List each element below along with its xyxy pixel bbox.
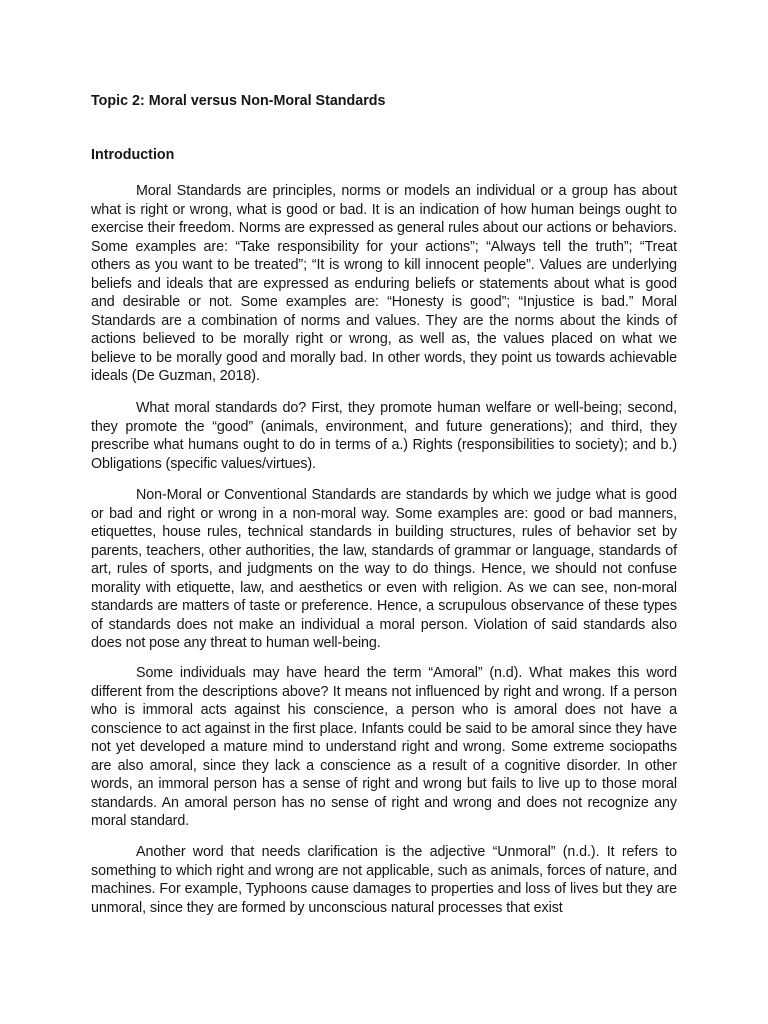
topic-title: Topic 2: Moral versus Non-Moral Standards [91, 93, 386, 109]
paragraph-what-moral-standards-do: What moral standards do? First, they promote human welfare or well-being; second, they promote the “good” (animals, environment, and future generations); and third, they prescribe what humans ought to do in terms of a.) Rights (responsibilities to society); and b.) Obligations (specific values/virtues). [91, 400, 677, 472]
paragraph-non-moral-standards: Non-Moral or Conventional Standards are standards by which we judge what is good or bad and right or wrong in a non-moral way. Some examples are: good or bad manners, etiquettes, house rules, technical standards in building structures, rules of behavior set by parents, teachers, other authorities, the law, standards of grammar or language, standards of art, rules of sports, and judgments on the way to do things. Hence, we should not confuse morality with etiquette, law, and aesthetics or even with religion. As we can see, non-moral standards are matters of taste or preference. Hence, a scrupulous observance of these types of standards does not make an individual a moral person. Violation of said standards also does not pose any threat to human well-being. [91, 487, 677, 651]
section-heading-introduction: Introduction [91, 147, 175, 163]
paragraph-unmoral: Another word that needs clarification is the adjective “Unmoral” (n.d.). It refers to something to which right and wrong are not applicable, such as animals, forces of nature, and machines. For example, Typhoons cause damages to properties and loss of lives but they are unmoral, since they are formed by unconscious natural processes that exist [91, 844, 677, 916]
paragraph-moral-standards: Moral Standards are principles, norms or models an individual or a group has about what is right or wrong, what is good or bad. It is an indication of how human beings ought to exercise their freedom. Norms are expressed as general rules about our actions or behaviors. Some examples are: “Take responsibility for your actions”; “Always tell the truth”; “Treat others as you want to be treated”; “It is wrong to kill innocent people”. Values are underlying beliefs and ideals that are expressed as enduring beliefs or statements about what is good and desirable or not. Some examples are: “Honesty is good”; “Injustice is bad.” Moral Standards are a combination of norms and values. They are the norms about the kinds of actions believed to be morally right or wrong, as well as, the values placed on what we believe to be morally good and morally bad. In other words, they point us towards achievable ideals (De Guzman, 2018). [91, 183, 677, 384]
paragraph-amoral: Some individuals may have heard the term “Amoral” (n.d). What makes this word different from the descriptions above? It means not influenced by right and wrong. If a person who is immoral acts against his conscience, a person who is amoral does not have a conscience to act against in the first place. Infants could be said to be amoral since they have not yet developed a mature mind to understand right and wrong. Some extreme sociopaths are also amoral, since they lack a conscience as a result of a cognitive disorder. In other words, an immoral person has a sense of right and wrong but fails to live up to those moral standards. An amoral person has no sense of right and wrong and does not recognize any moral standard. [91, 665, 677, 829]
